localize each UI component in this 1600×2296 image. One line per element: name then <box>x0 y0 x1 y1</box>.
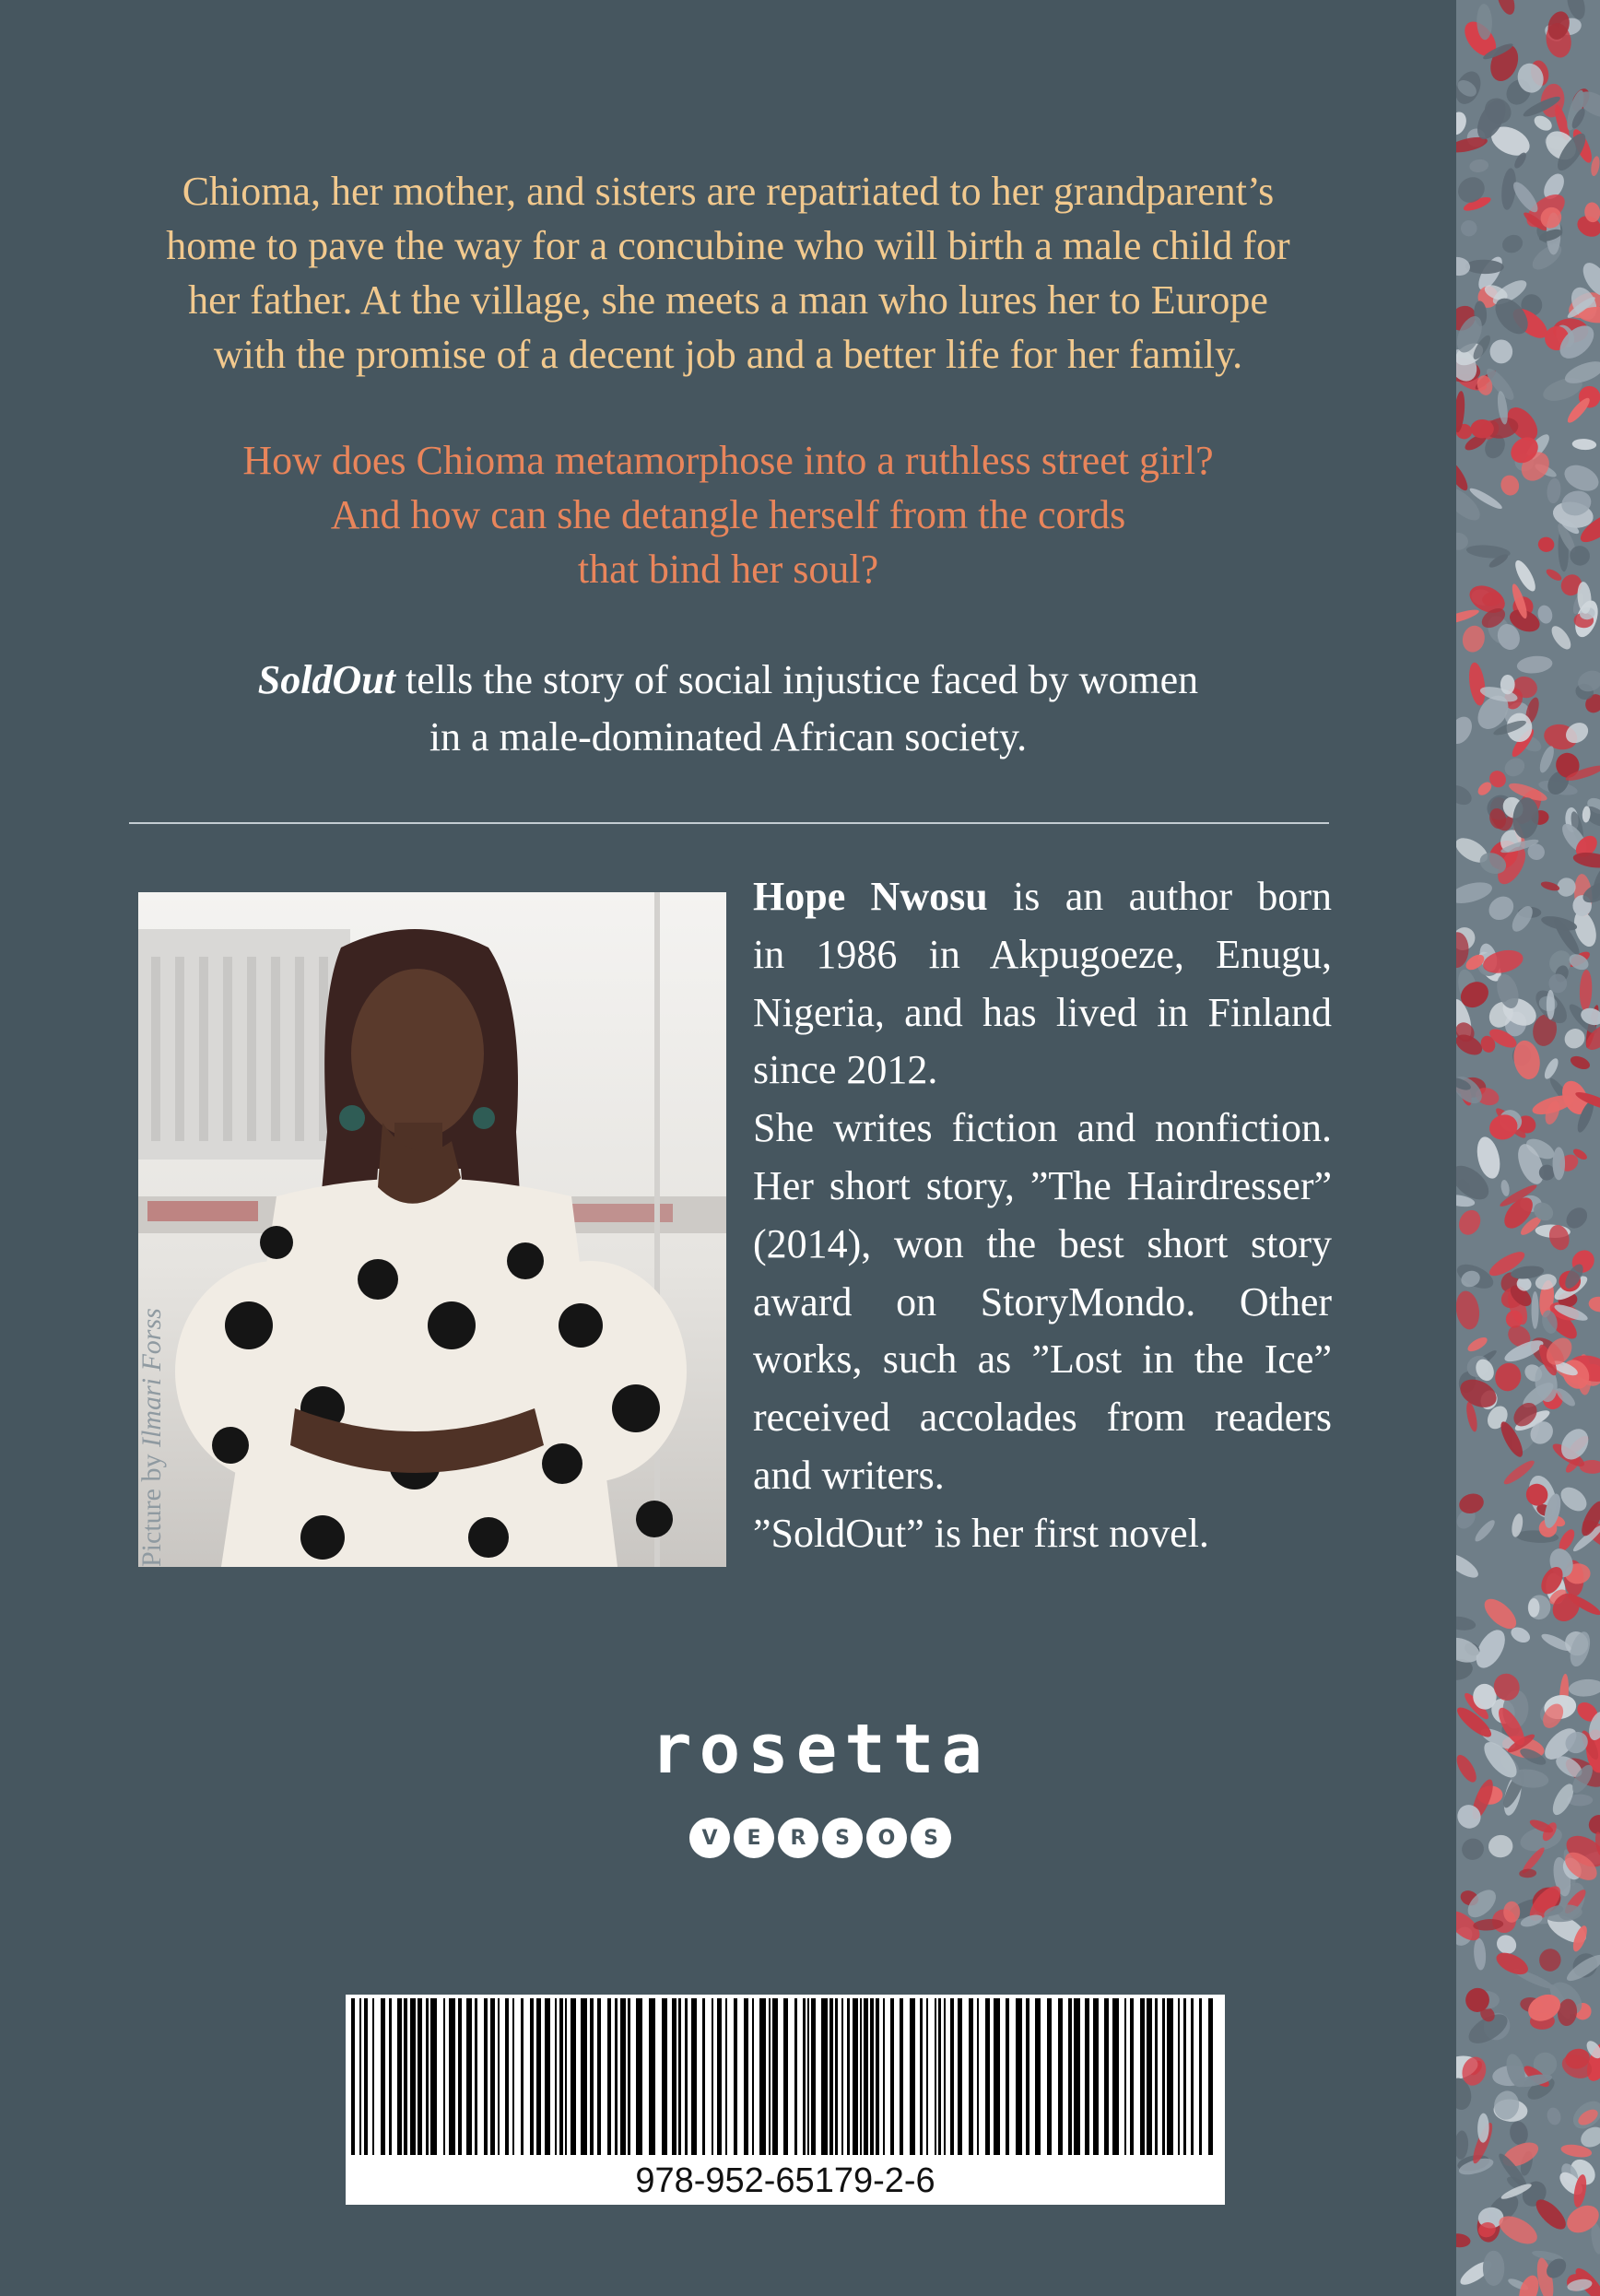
barcode-bar <box>783 1998 788 2155</box>
imprint-letter: E <box>734 1818 774 1858</box>
publisher-logo <box>627 1710 1014 1858</box>
blurb-line: with the promise of a decent job and a better life for her family. <box>213 332 1243 377</box>
barcode-bar <box>662 1998 667 2155</box>
barcode-bar <box>536 1998 541 2155</box>
barcode-bar <box>597 1998 601 2155</box>
barcode-bar <box>1006 1998 1009 2155</box>
barcode-bar <box>841 1998 843 2155</box>
bio-line: and writers. <box>753 1452 945 1498</box>
barcode-bars <box>346 1995 1225 2161</box>
barcode-bar <box>1058 1998 1063 2155</box>
petal-shape <box>1471 419 1494 438</box>
barcode-bar <box>672 1998 676 2155</box>
barcode-bar <box>717 1998 722 2155</box>
barcode-bar <box>397 1998 402 2155</box>
publisher-name: rosetta <box>651 1710 990 1789</box>
bio-line: Nigeria, and has lived in Finland <box>753 989 1332 1035</box>
barcode-bar <box>890 1998 894 2155</box>
barcode-bar <box>900 1998 903 2155</box>
barcode-bar <box>426 1998 429 2155</box>
petal-shape <box>1483 2251 1504 2286</box>
author-portrait-illustration <box>138 892 726 1567</box>
barcode-bar <box>1112 1998 1119 2155</box>
barcode-bar <box>1016 1998 1022 2155</box>
bio-line: in 1986 in Akpugoeze, Enugu, <box>753 931 1332 977</box>
imprint-letter: O <box>866 1818 907 1858</box>
barcode-bar <box>847 1998 850 2155</box>
bio-line: (2014), won the best short story <box>753 1220 1332 1266</box>
tagline-text: tells the story of social injustice faced by women <box>394 657 1199 702</box>
barcode-bar <box>1191 1998 1194 2155</box>
barcode-bar <box>1199 1998 1202 2155</box>
barcode-bar <box>490 1998 495 2155</box>
barcode-bar <box>969 1998 973 2155</box>
barcode-bar <box>430 1998 437 2155</box>
barcode-bar <box>389 1998 392 2155</box>
barcode-bar <box>351 1998 355 2155</box>
barcode-bar <box>1074 1998 1080 2155</box>
barcode-bar <box>938 1998 941 2155</box>
barcode-bar <box>1026 1998 1029 2155</box>
barcode-bar <box>505 1998 509 2155</box>
barcode-bar <box>545 1998 550 2155</box>
bio-line: works, such as ”Lost in the Ice” <box>753 1336 1332 1383</box>
barcode-bar <box>449 1998 455 2155</box>
barcode-bar <box>1085 1998 1089 2155</box>
barcode-bar <box>443 1998 445 2155</box>
barcode-bar <box>994 1998 1000 2155</box>
barcode-bar <box>555 1998 557 2155</box>
barcode-bar <box>744 1998 748 2155</box>
barcode-bar <box>565 1998 567 2155</box>
barcode-bar <box>1183 1998 1186 2155</box>
barcode-bar <box>864 1998 868 2155</box>
petal-shape <box>1490 339 1513 363</box>
barcode-bar <box>1140 1998 1145 2155</box>
barcode-bar <box>752 1998 754 2155</box>
tagline-line: in a male-dominated African society. <box>429 714 1028 759</box>
barcode-bar <box>372 1998 374 2155</box>
blurb-paragraph <box>129 164 1327 382</box>
barcode-bar <box>512 1998 514 2155</box>
bio-line: since 2012. <box>753 1047 938 1093</box>
author-photo <box>138 892 726 1567</box>
barcode-bar <box>1147 1998 1152 2155</box>
barcode-bar <box>636 1998 642 2155</box>
barcode-bar <box>571 1998 576 2155</box>
barcode-bar <box>829 1998 833 2155</box>
barcode-bar <box>691 1998 697 2155</box>
barcode-bar <box>628 1998 630 2155</box>
question-line: And how can she detangle herself from the cords <box>330 492 1126 537</box>
barcode-bar <box>794 1998 797 2155</box>
author-name: Hope Nwosu <box>753 874 988 919</box>
barcode-bar <box>1178 1998 1180 2155</box>
barcode-bar <box>883 1998 885 2155</box>
barcode-bar <box>821 1998 828 2155</box>
petal-shape <box>1500 675 1515 694</box>
blurb-question <box>129 433 1327 596</box>
barcode-bar <box>559 1998 563 2155</box>
barcode-bar <box>685 1998 688 2155</box>
imprint-letter: S <box>822 1818 863 1858</box>
barcode-bar <box>1104 1998 1109 2155</box>
book-title: SoldOut <box>257 657 395 702</box>
barcode-bar <box>620 1998 626 2155</box>
barcode-bar <box>807 1998 809 2155</box>
barcode-bar <box>607 1998 611 2155</box>
barcode-bar <box>418 1998 422 2155</box>
barcode-bar <box>935 1998 936 2155</box>
barcode-bar <box>876 1998 879 2155</box>
barcode-bar <box>410 1998 416 2155</box>
barcode-bar <box>811 1998 816 2155</box>
blurb-tagline <box>175 652 1281 766</box>
barcode-bar <box>1208 1998 1213 2155</box>
imprint-letter: R <box>778 1818 818 1858</box>
barcode-bar <box>985 1998 990 2155</box>
bio-text: is an author born <box>987 874 1333 919</box>
barcode-bar <box>458 1998 462 2155</box>
barcode-bar <box>1068 1998 1072 2155</box>
barcode-bar <box>530 1998 534 2155</box>
petal-shape <box>1532 1291 1539 1329</box>
barcode-bar <box>759 1998 766 2155</box>
barcode-bar <box>835 1998 838 2155</box>
bio-line: Her short story, ”The Hairdresser” <box>753 1162 1332 1208</box>
barcode-bar <box>734 1998 737 2155</box>
barcode-bar <box>870 1998 874 2155</box>
barcode-bar <box>466 1998 472 2155</box>
decorative-petal-strip <box>1456 0 1600 2296</box>
bio-line: award on StoryMondo. Other <box>753 1278 1332 1325</box>
blurb-line: Chioma, her mother, and sisters are repatriated to her grandparent’s <box>182 169 1275 214</box>
barcode-bar <box>581 1998 587 2155</box>
question-line: that bind her soul? <box>577 547 879 592</box>
barcode-bar <box>498 1998 500 2155</box>
barcode-bar <box>950 1998 954 2155</box>
barcode-bar <box>359 1998 361 2155</box>
barcode-bar <box>944 1998 946 2155</box>
barcode-bar <box>649 1998 655 2155</box>
barcode-bar <box>977 1998 979 2155</box>
petal-shape <box>1547 990 1555 1019</box>
barcode-bar <box>615 1998 618 2155</box>
isbn-number: 978-952-65179-2-6 <box>635 2161 935 2200</box>
credit-prefix: Picture by <box>136 1447 167 1567</box>
barcode-bar <box>769 1998 771 2155</box>
question-line: How does Chioma metamorphose into a ruthless street girl? <box>242 438 1214 483</box>
author-bio <box>753 868 1332 1563</box>
barcode-bar <box>803 1998 806 2155</box>
barcode-bar <box>920 1998 923 2155</box>
petal-pattern <box>1456 0 1600 2296</box>
barcode-bar <box>725 1998 727 2155</box>
bio-line: received accolades from readers <box>753 1395 1332 1441</box>
barcode-bar <box>772 1998 778 2155</box>
barcode-bar <box>1162 1998 1165 2155</box>
imprint-letter: V <box>689 1818 730 1858</box>
barcode-bar <box>678 1998 681 2155</box>
barcode-bar <box>1124 1998 1126 2155</box>
barcode-bar <box>853 1998 858 2155</box>
barcode-bar <box>926 1998 928 2155</box>
photo-credit <box>136 1308 168 1567</box>
barcode-bar <box>484 1998 488 2155</box>
barcode-bar <box>958 1998 962 2155</box>
imprint-letter: S <box>911 1818 951 1858</box>
barcode-bar <box>1035 1998 1041 2155</box>
barcode-bar <box>475 1998 477 2155</box>
barcode-bar <box>404 1998 407 2155</box>
barcode-bar <box>1167 1998 1173 2155</box>
barcode-bar <box>1130 1998 1134 2155</box>
barcode-bar <box>1155 1998 1158 2155</box>
section-divider <box>129 822 1329 824</box>
barcode-bar <box>590 1998 594 2155</box>
barcode-bar <box>860 1998 862 2155</box>
blurb-line: her father. At the village, she meets a man who lures her to Europe <box>188 277 1268 323</box>
barcode-bar <box>712 1998 713 2155</box>
barcode-bar <box>1093 1998 1099 2155</box>
bio-line <box>753 868 1332 926</box>
barcode-bar <box>364 1998 368 2155</box>
isbn-barcode <box>346 1995 1225 2205</box>
barcode-bar <box>910 1998 915 2155</box>
barcode-bar <box>1047 1998 1052 2155</box>
barcode-bar <box>381 1998 385 2155</box>
publisher-imprint <box>627 1818 1014 1858</box>
blurb-line: home to pave the way for a concubine who will birth a male child for <box>166 223 1290 268</box>
bio-line: She writes fiction and nonfiction. <box>753 1105 1332 1151</box>
bio-line: ”SoldOut” is her first novel. <box>753 1510 1209 1556</box>
petal-shape <box>1503 1902 1520 1923</box>
photographer-name: Ilmari Forss <box>136 1308 167 1448</box>
barcode-bar <box>521 1998 524 2155</box>
barcode-bar <box>702 1998 705 2155</box>
petal-shape <box>1553 1147 1565 1180</box>
